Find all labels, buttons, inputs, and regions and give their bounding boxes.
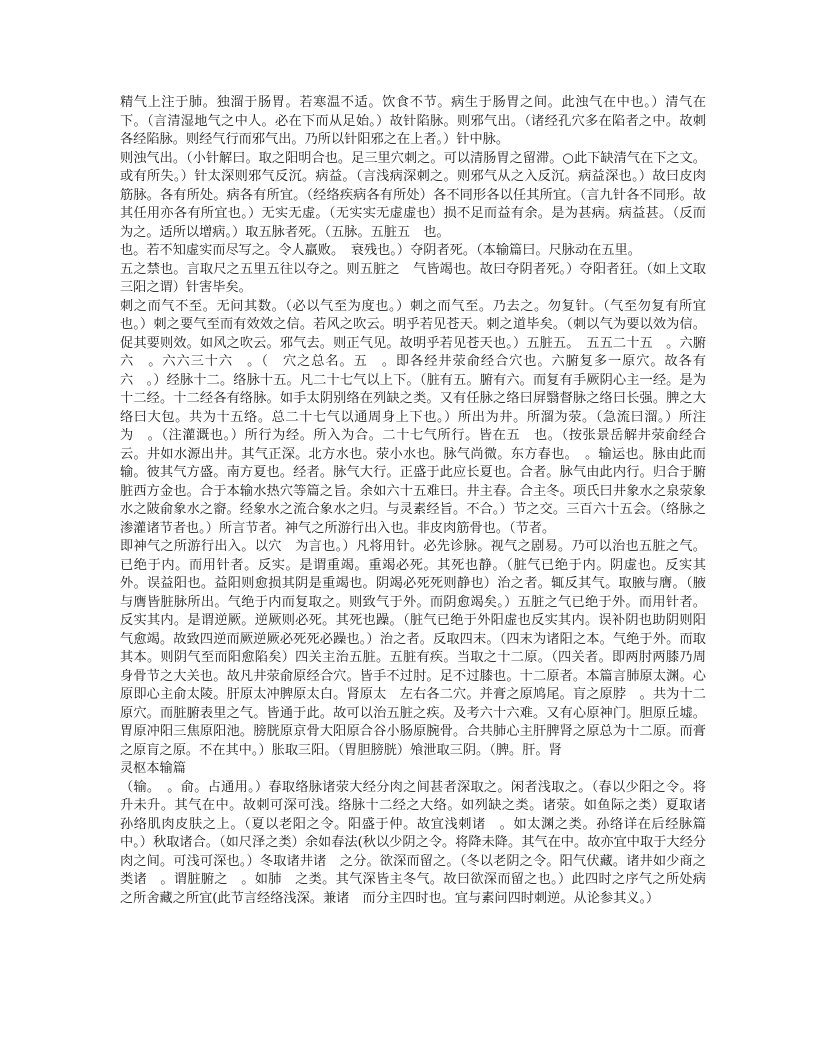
- paragraph: 刺之而气不至。无问其数。（必以气至为度也。）刺之而气至。乃去之。勿复针。（气至勿复有所宜也。）刺之要气至而有效效之信。若风之吹云。明乎若见苍天。刺之道毕矣。（刺以气为要以效为信。促其要则效。如风之吹云。邪气去。则正气见。故明乎若见苍天也。）五脏五。 五五二十五 。六腑六 。六六三十六 。（ 穴之总名。五 。即各经井荥俞经合穴也。六腑复多一原穴。故各有六 。）经脉十二。络脉十五。凡二十七气以上下。（脏有五。腑有六。而复有手厥阴心主一经。是为十二经。十二经各有络脉。如手太阴别络在列缺之类。又有任脉之络曰屏翳督脉之络曰长强。脾之大络曰大包。共为十五络。总二十七气以通周身上下也。）所出为井。所溜为荥。（急流曰溜。）所注为 。（注灌溉也。）所行为经。所入为合。二十七气所行。皆在五 也。（按张景岳解井荥俞经合云。井如水源出井。其气正深。北方水也。荥小水也。脉气尚微。东方春也。 。输运也。脉由此而输。彼其气方盛。南方夏也。经者。脉气大行。正盛于此应长夏也。合者。脉气由此内行。归合于腑脏西方金也。合于本输水热穴等篇之旨。余如六十五难曰。井主春。合主冬。项氏曰井象水之泉荥象水之陂俞象水之窬。经象水之流合象水之归。与灵素经旨。不合。）节之交。三百六十五会。（络脉之渗灌诸节者也。）所言节者。神气之所游行出入也。非皮肉筋骨也。（节者。: [120, 298, 706, 536]
- paragraph: 也。若不知虚实而尽写之。令人羸败。 衰残也。）夺阴者死。（本输篇曰。尺脉动在五里。: [120, 243, 641, 258]
- paragraph: 即神气之所游行出入。以穴 为言也。）凡将用针。必先诊脉。视气之剧易。乃可以治也五脏之气。已绝于内。而用针者。反实。是谓重竭。重竭必死。其死也静。（脏气已绝于内。阴虚也。反实其外。误益阳也。益阳则愈损其阴是重竭也。阴竭必死死则静也）治之者。辄反其气。取腋与膺。（腋与膺皆脏脉所出。气绝于内而复取之。则致气于外。而阴愈竭矣。）五脏之气已绝于外。而用针者。反实其内。是谓逆厥。逆厥则必死。其死也躁。（脏气已绝于外阳虚也反实其内。误补阴也助阴则阳气愈竭。故致四逆而厥逆厥必死死必躁也。）治之者。反取四末。（四末为诸阳之本。气绝于外。而取其本。则阴气至而阳愈陷矣）四关主治五脏。五脏有疾。当取之十二原。（四关者。即两肘两膝乃周身骨节之大关也。故凡井荥俞原经合穴。皆手不过肘。足不过膝也。十二原者。本篇言肺原太渊。心原即心主俞太陵。肝原太冲脾原太白。肾原太 左右各二穴。并膏之原鸠尾。肓之原脖 。共为十二原穴。而脏腑表里之气。皆通于此。故可以治五脏之疾。及考六十六难。又有心原神门。胆原丘墟。胃原冲阳三焦原阳池。膀胱原京骨大阳原合谷小肠原腕骨。合共肺心主肝脾肾之原总为十二原。而膏之原肓之原。不在其中。）胀取三阳。（胃胆膀胱）飧泄取三阴。（脾。肝。肾: [120, 539, 706, 758]
- paragraph: 精气上注于肺。独溜于肠胃。若寒温不适。饮食不节。病生于肠胃之间。此浊气在中也。）清气在下。（言清湿地气之中人。必在下而从足始。）故针陷脉。则邪气出。（诸经孔穴多在陷者之中。故刺各经陷脉。则经气行而邪气出。乃所以针阳邪之在上者。）针中脉。: [120, 95, 706, 147]
- section-heading: 灵枢本输篇: [120, 761, 186, 776]
- paragraph: （输。 。俞。占通用。）春取络脉诸荥大经分肉之间甚者深取之。闲者浅取之。（春以少阳之令。将升未升。其气在中。故刺可深可浅。络脉十二经之大络。如列缺之类。诸荥。如鱼际之类）夏取诸 孙络肌肉皮肤之上。（夏以老阳之令。阳盛于仲。故宜浅刺诸 。如太渊之类。孙络详在后经脉篇中。）秋取诸合。（如尺泽之类）余如春法(秋以少阴之令。将降未降。其气在中。故亦宜中取于大经分肉之间。可浅可深也。）冬取诸井诸 之分。欲深而留之。（冬以老阴之令。阳气伏藏。诸井如少商之类诸 。谓脏腑之 。如肺 之类。其气深皆主冬气。故曰欲深而留之也。）此四时之序气之所处病之所舍藏之所宜(此节言经络浅深。兼诸 而分主四时也。宜与素问四时刺逆。从论参其义。）: [120, 779, 720, 906]
- paragraph: 五之禁也。言取尺之五里五往以夺之。则五脏之 气皆竭也。故曰夺阴者死。）夺阳者狂。（如上文取三阳之谓）针害毕矣。: [120, 261, 706, 295]
- document-body: [120, 94, 720, 908]
- paragraph: 则浊气出。（小针解曰。取之阳明合也。足三里穴刺之。可以清肠胃之留滞。○此下缺清气在下之文。或有所失。）针太深则邪气反沉。病益。（言浅病深刺之。则邪气从之入反沉。病益深也。）故曰皮肉筋脉。各有所处。病各有所宜。（经络疾病各有所处）各不同形各以任其所宜。（言九针各不同形。故其任用亦各有所宜也。）无实无虚。（无实实无虚虚也）损不足而益有余。是为甚病。病益甚。（反而为之。适所以增病。）取五脉者死。（五脉。五脏五 也。: [120, 150, 706, 240]
